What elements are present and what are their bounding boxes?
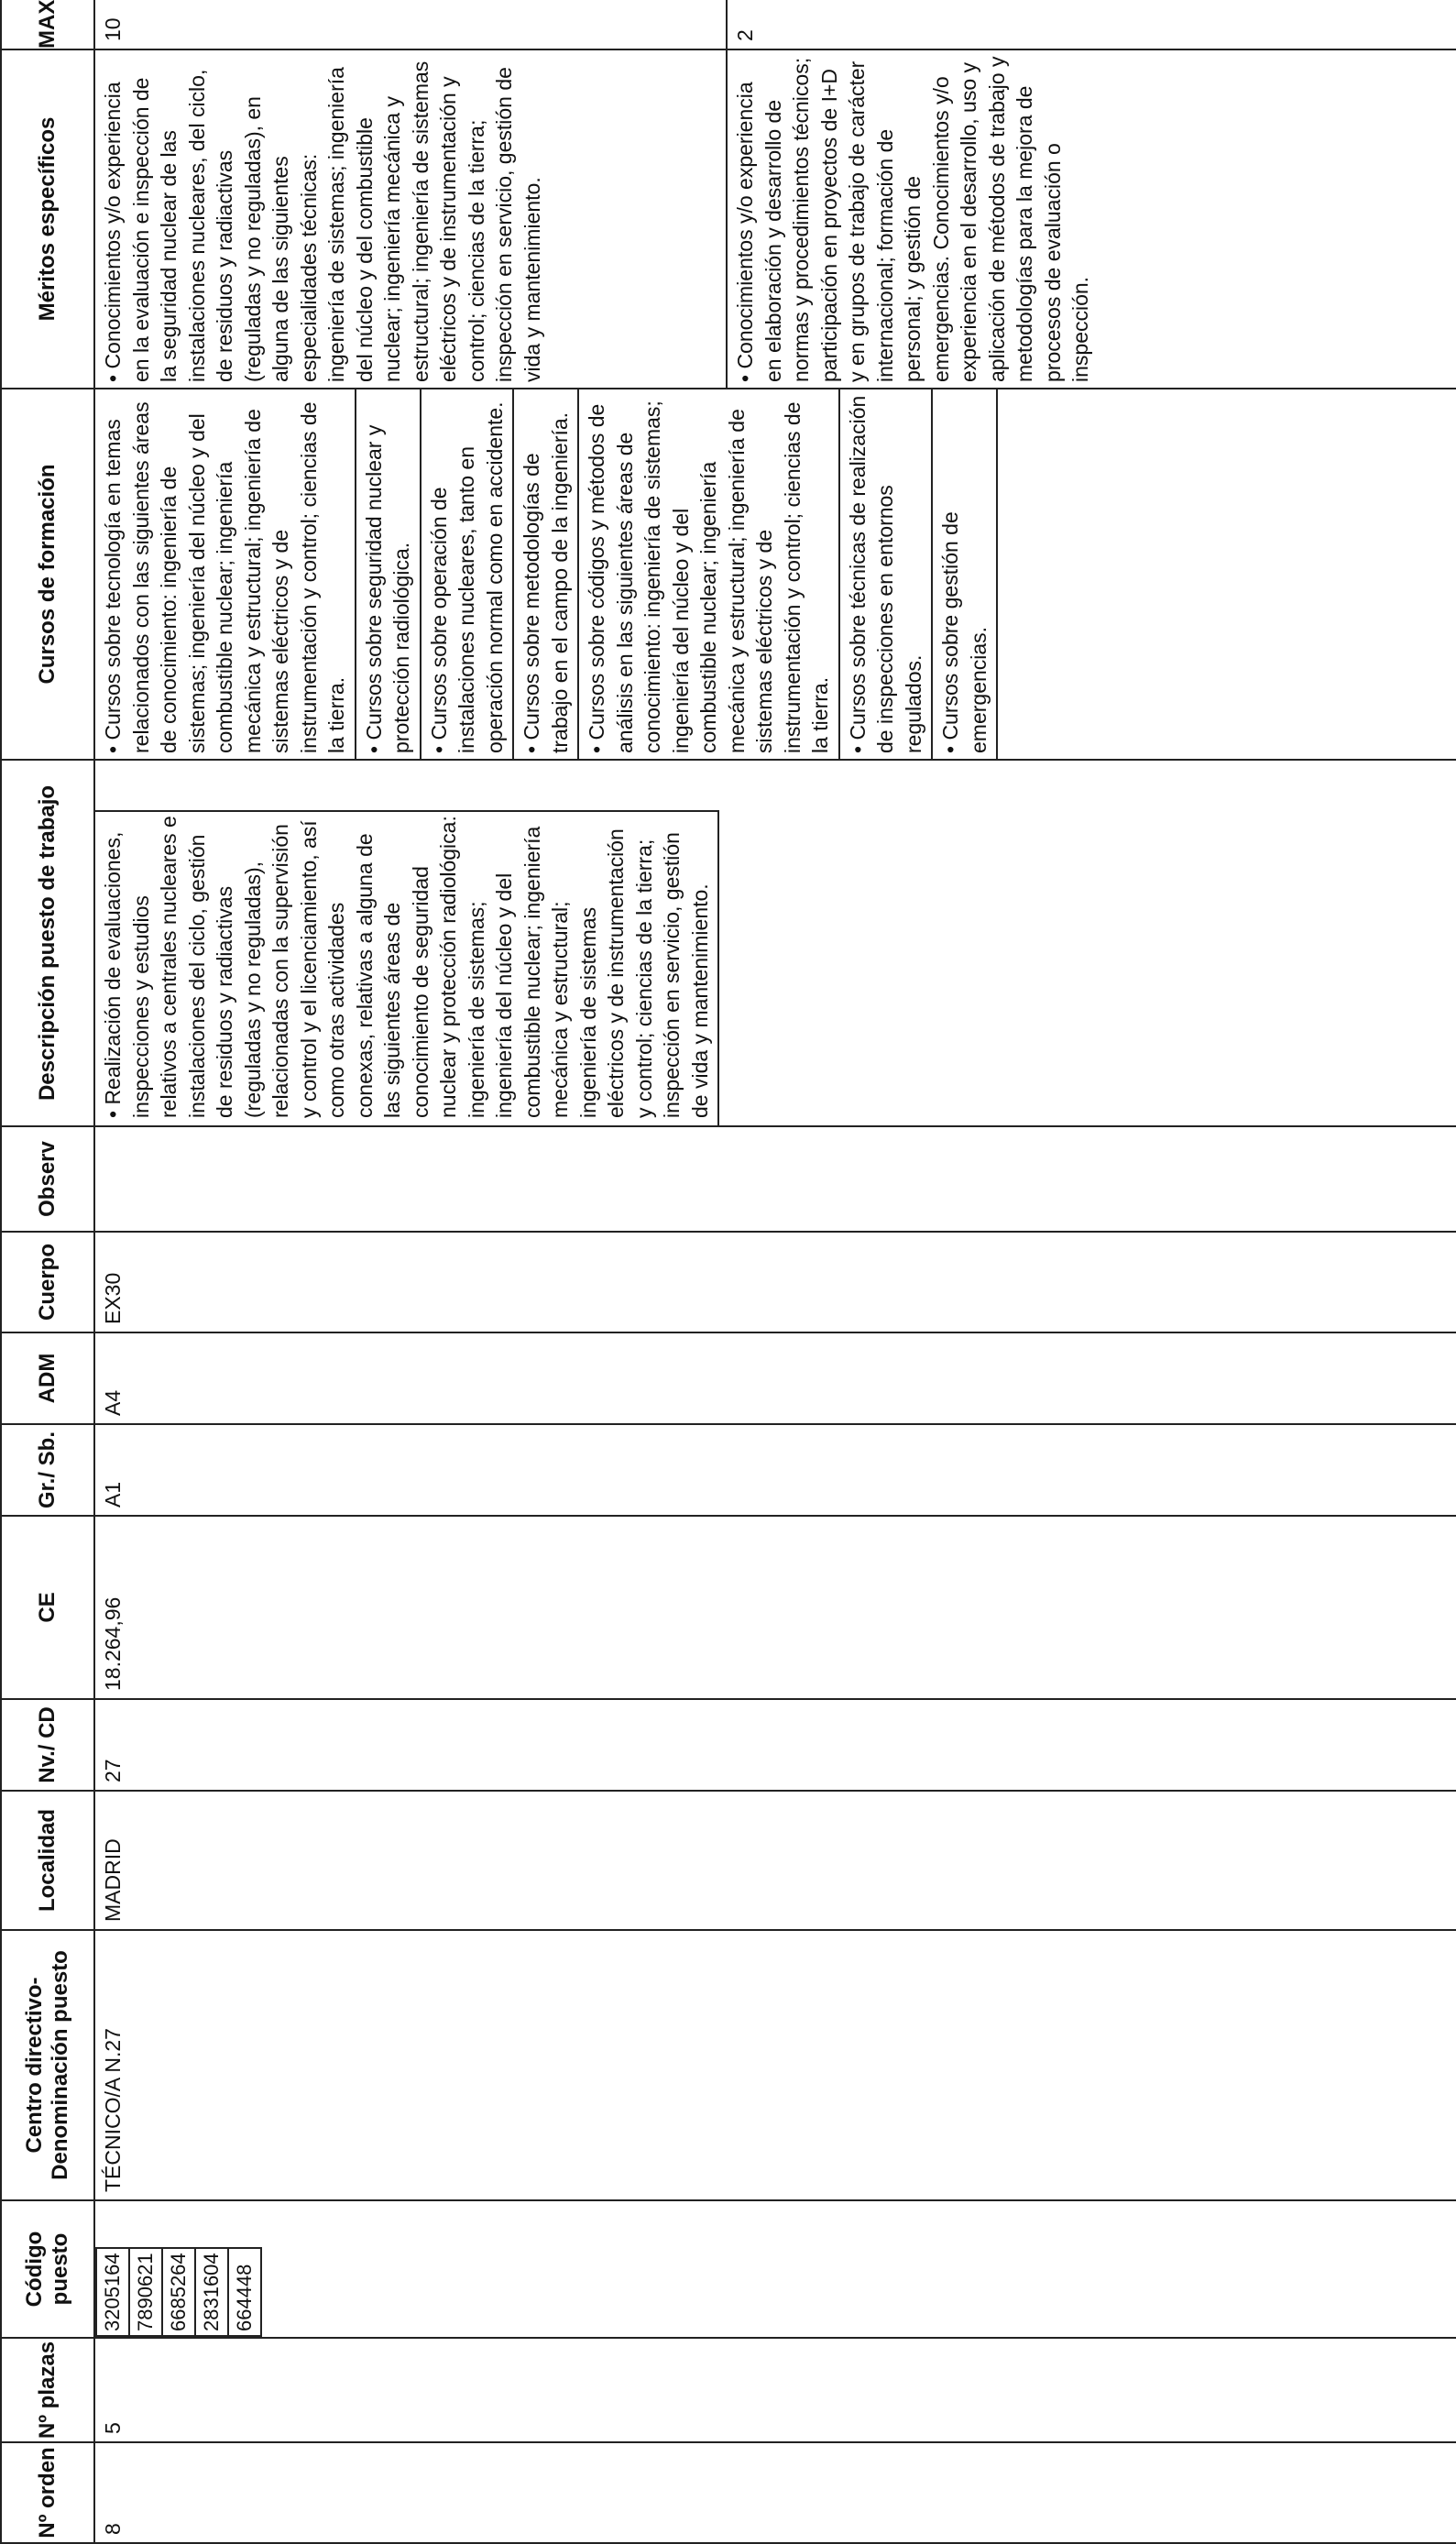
cell-max bbox=[94, 0, 1456, 49]
orden-value: 8 bbox=[101, 2523, 125, 2535]
header-localidad: Localidad bbox=[1, 1791, 94, 1930]
merito-item: • Conocimientos y/o experiencia en la evaluación e inspección de la seguridad nuclear de las instalaciones nucleares, del ciclo, de residuos y radiactivas (reguladas y no reguladas), en alguna de las siguientes especialidades técnicas: ingeniería de sistemas; ingeniería del núcleo y del combustible nuclear; ingeniería mecánica y estructural; ingeniería de sistemas eléctricos y de instrumentación y control; ciencias de la tierra; inspección en servicio, gestión de vida y mantenimiento. bbox=[101, 60, 544, 382]
cell-centro bbox=[94, 1930, 1456, 2200]
header-grupo: Gr./ Sb. bbox=[1, 1424, 94, 1516]
cell-meritos bbox=[94, 49, 1456, 389]
curso-item: • Cursos sobre operación de instalaciones nucleares, tanto en operación normal como en accidente. bbox=[421, 389, 515, 759]
descripcion-text: • Realización de evaluaciones, inspecciones y estudios relativos a centrales nucleares e instalaciones del ciclo, gestión de residuos y radiactivas (reguladas y no reguladas), relacionadas con la supervisión y control y el licenciamiento, así como otras actividades conexas, relativas a alguna de las siguientes áreas de conocimiento de seguridad nuclear y protección radiológica: ingeniería de sistemas; ingeniería del núcleo y del combustible nuclear; ingeniería mecánica y estructural; ingeniería de sistemas eléctricos y de instrumentación y control; ciencias de la tierra; inspección en servicio, gestión de vida y mantenimiento. bbox=[95, 810, 719, 1125]
cell-plazas bbox=[94, 2338, 1456, 2442]
cell-observ bbox=[94, 1126, 1456, 1232]
header-meritos: Méritos específicos bbox=[1, 49, 94, 389]
cell-grupo bbox=[94, 1424, 1456, 1516]
header-cursos: Cursos de formación bbox=[1, 389, 94, 760]
cell-adm bbox=[94, 1332, 1456, 1424]
header-ce: CE bbox=[1, 1516, 94, 1699]
nivel-value: 27 bbox=[101, 1759, 125, 1782]
cell-codigo bbox=[94, 2200, 1456, 2338]
header-max: MAX bbox=[1, 0, 94, 49]
cell-cuerpo bbox=[94, 1232, 1456, 1332]
codes-list bbox=[95, 2247, 262, 2337]
code-item: 7890621 bbox=[129, 2248, 162, 2336]
curso-item: • Cursos sobre gestión de emergencias. bbox=[933, 389, 998, 759]
merito-item: • Conocimientos y/o experiencia en elaboración y desarrollo de normas y procedimientos técnicos; participación en proyectos de I+D y en grupos de trabajo de carácter internacional; formación de personal; y gestión de emergencias. Conocimientos y/o experiencia en el desarrollo, uso y aplicación de métodos de trabajo y metodologías para la mejora de procesos de evaluación o inspección. bbox=[726, 50, 1099, 388]
curso-item: • Cursos sobre técnicas de realización de inspecciones en entornos regulados. bbox=[840, 389, 934, 759]
header-centro: Centro directivo- Denominación puesto bbox=[1, 1930, 94, 2200]
header-descripcion: Descripción puesto de trabajo bbox=[1, 760, 94, 1126]
adm-value: A4 bbox=[101, 1389, 125, 1416]
grupo-value: A1 bbox=[101, 1481, 125, 1508]
table-row bbox=[94, 0, 1456, 2543]
max-values bbox=[95, 0, 1456, 49]
cell-descripcion bbox=[94, 760, 1456, 1126]
ce-value: 18.264,96 bbox=[101, 1596, 125, 1691]
cell-orden bbox=[94, 2442, 1456, 2543]
header-nivel: Nv./ CD bbox=[1, 1699, 94, 1791]
header-orden: Nº orden bbox=[1, 2442, 94, 2543]
header-codigo: Código puesto bbox=[1, 2200, 94, 2338]
header-adm: ADM bbox=[1, 1332, 94, 1424]
max-row bbox=[95, 0, 728, 49]
cell-ce bbox=[94, 1516, 1456, 1699]
code-item: 664448 bbox=[228, 2248, 261, 2336]
plazas-value: 5 bbox=[101, 2422, 125, 2434]
curso-item: • Cursos sobre seguridad nuclear y protección radiológica. bbox=[356, 389, 421, 759]
curso-item: • Cursos sobre tecnología en temas relacionados con las siguientes áreas de conocimiento: ingeniería de sistemas; ingeniería del núcleo y del combustible nuclear; ingeniería mecánica y estructural; ingeniería de sistemas eléctricos y de instrumentación y control; ciencias de la tierra. bbox=[95, 389, 356, 759]
header-cuerpo: Cuerpo bbox=[1, 1232, 94, 1332]
centro-value: TÉCNICO/A N.27 bbox=[101, 2028, 125, 2192]
curso-item: • Cursos sobre metodologías de trabajo en el campo de la ingeniería. bbox=[514, 389, 579, 759]
code-item: 6685264 bbox=[162, 2248, 195, 2336]
header-observ: Observ bbox=[1, 1126, 94, 1232]
code-item: 3205164 bbox=[96, 2248, 129, 2336]
max-value: 2 bbox=[733, 29, 757, 41]
header-row bbox=[1, 0, 94, 2543]
header-plazas: Nº plazas bbox=[1, 2338, 94, 2442]
code-item: 2831604 bbox=[195, 2248, 228, 2336]
max-value: 10 bbox=[101, 17, 125, 41]
cuerpo-value: EX30 bbox=[101, 1272, 125, 1324]
curso-item: • Cursos sobre códigos y métodos de análisis en las siguientes áreas de conocimiento: ingeniería de sistemas; ingeniería del núcleo y del combustible nuclear; ingeniería mecánica y estructural; ingeniería de sistemas eléctricos y de instrumentación y control; ciencias de la tierra. bbox=[579, 389, 840, 759]
max-row bbox=[728, 0, 762, 49]
localidad-value: MADRID bbox=[101, 1838, 125, 1922]
cell-nivel bbox=[94, 1699, 1456, 1791]
cell-cursos bbox=[94, 389, 1456, 760]
cell-localidad bbox=[94, 1791, 1456, 1930]
cursos-list bbox=[95, 389, 998, 759]
observ-value bbox=[95, 1127, 103, 1231]
